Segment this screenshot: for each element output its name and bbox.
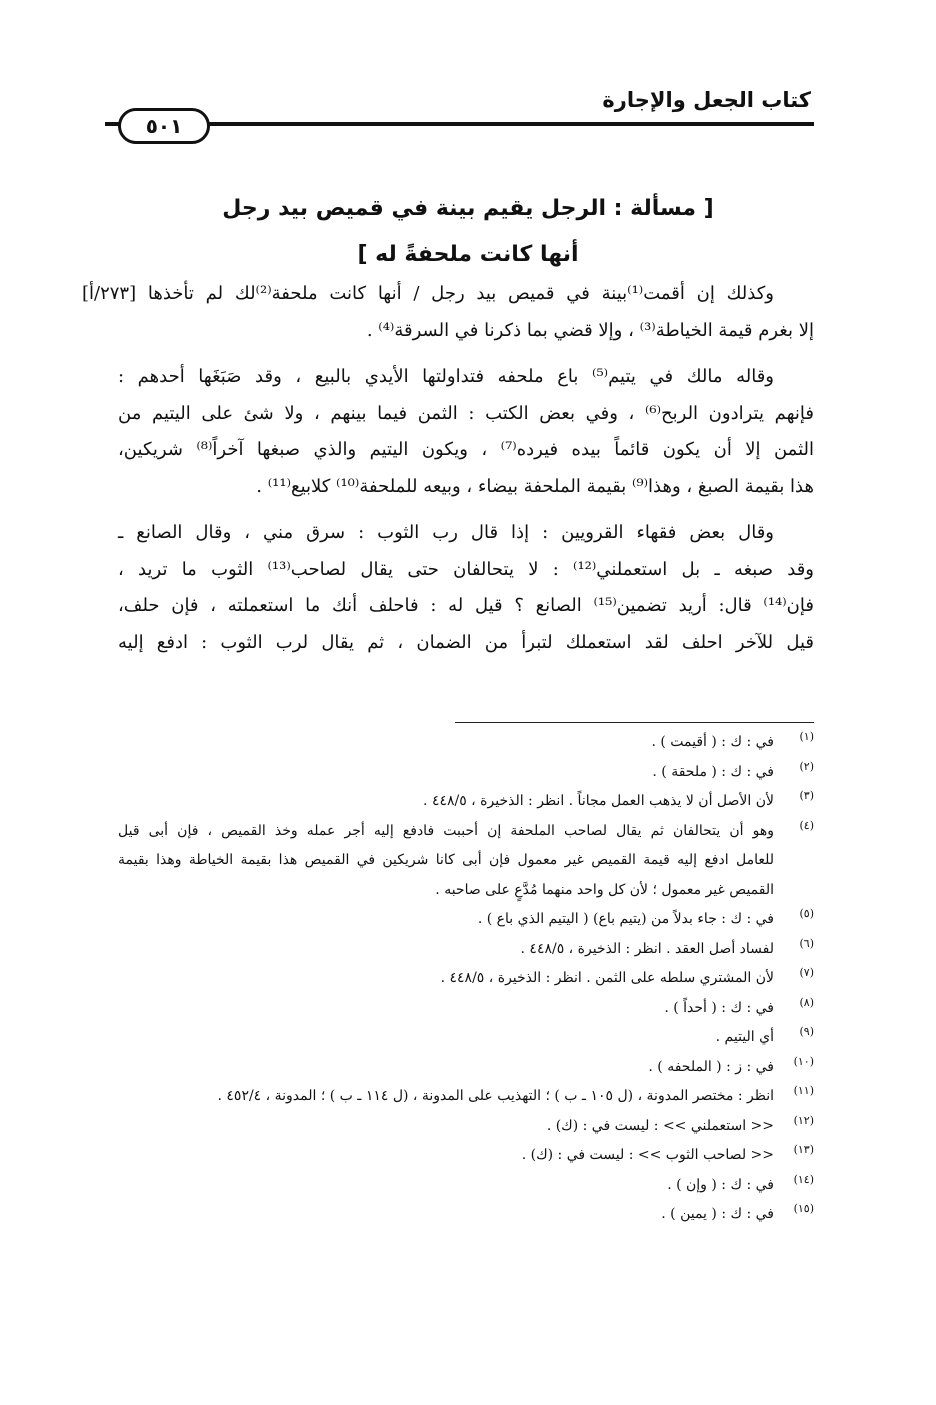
body-line: قيل للآخر احلف لقد استعملك لتبرأ من الضمان ، ثم يقال لرب الثوب : ادفع إليه: [118, 631, 814, 653]
heading-line-2: أنها كانت ملحفةً له ]: [357, 242, 579, 267]
footnote-text: أي اليتيم .: [715, 1029, 774, 1045]
footnote-text: في : ك : ( ملحقة ) .: [652, 763, 774, 780]
footnote: [118, 935, 814, 965]
footnote: [118, 1200, 814, 1230]
footnote: [118, 964, 814, 994]
footnote-text: في : ك : ( أحداً ) .: [664, 999, 774, 1016]
footnote-number: (٣): [799, 789, 814, 802]
footnote-text: انظر : مختصر المدونة ، (ل ١٠٥ ـ ب ) ؛ التهذيب على المدونة ، (ل ١١٤ ـ ب ) ؛ المدونة ، ٤٥٢/٤ .: [217, 1088, 774, 1104]
footnote-number: (٧): [799, 966, 814, 979]
footnote-text: وهو أن يتحالفان ثم يقال لصاحب الملحفة إن أحببت فادفع إليه أجر عمله وخذ القميص ، فإن أبى قيل: [118, 822, 774, 839]
footnote-text: لفساد أصل العقد . انظر : الذخيرة ، ٤٤٨/٥ .: [520, 940, 774, 957]
footnote-text: القميص غير معمول ؛ لأن كل واحد منهما مُدَّعٍ على صاحبه .: [435, 881, 774, 898]
footnote-text: << استعملني >> : ليست في : (ك) .: [546, 1117, 774, 1134]
body-line: فإنهم يترادون الربح⁽⁶⁾ ، وفي بعض الكتب : الثمن فيما بينهم ، ولا شئ على اليتيم من: [118, 402, 814, 424]
section-heading: [120, 186, 816, 278]
running-title: كتاب الجعل والإجارة: [602, 88, 811, 112]
footnote-text: لأن المشتري سلطه على الثمن . انظر : الذخيرة ، ٤٤٨/٥ .: [440, 970, 774, 986]
footnote: [118, 1082, 814, 1112]
footnote-number: (١٣): [793, 1143, 814, 1156]
footnote-number: (١٢): [793, 1113, 814, 1127]
footnote-number: (١): [799, 730, 814, 743]
footnote-text: في : ك : ( أقيمت ) .: [651, 734, 774, 750]
body-line: وقال بعض فقهاء القرويين : إذا قال رب الثوب : سرق مني ، وقال الصانع ـ: [118, 522, 774, 543]
footnote: [118, 1023, 814, 1053]
footnote: [118, 728, 814, 758]
footnote: [118, 817, 814, 906]
body-line: هذا بقيمة الصبغ ، وهذا⁽⁹⁾ بقيمة الملحفة بيضاء ، وبيعه للملحفة⁽¹⁰⁾ كلابيع⁽¹¹⁾ .: [256, 475, 814, 497]
footnote-text: في : ك : ( يمين ) .: [661, 1206, 774, 1222]
footnote-number: (١١): [793, 1084, 814, 1097]
body-line: فإن⁽¹⁴⁾ قال: أريد تضمين⁽¹⁵⁾ الصانع ؟ قيل له : فاحلف أنك ما استعملته ، فإن حلف،: [118, 595, 814, 616]
heading-line-1: [ مسألة : الرجل يقيم بينة في قميص بيد رجل: [222, 196, 714, 221]
footnote-text: لأن الأصل أن لا يذهب العمل مجاناً . انظر : الذخيرة ، ٤٤٨/٥ .: [423, 793, 774, 809]
body-line: وقاله مالك في يتيم⁽⁵⁾ باع ملحفه فتداولتها الأيدي بالبيع ، وقد صَبَغَها أحدهم :: [118, 366, 774, 387]
footnote-number: (٦): [799, 936, 814, 950]
page-number: ٥٠١: [118, 108, 210, 144]
footnote-text: في : ك : ( وإن ) .: [667, 1176, 774, 1193]
footnote: [118, 1053, 814, 1083]
footnote-text: للعامل ادفع إليه قيمة القميص غير معمول فإن أبى كانا شريكين في القميص هذا بقيمة الخياطة وهذا بقيمة: [118, 852, 774, 868]
footnote-text: << لصاحب الثوب >> : ليست في : (ك) .: [521, 1147, 774, 1163]
body-line: الثمن إلا أن يكون قائماً بيده فيرده⁽⁷⁾ ، ويكون اليتيم والذي صبغها آخراً⁽⁸⁾ شريكين،: [118, 439, 814, 460]
body-line: إلا بغرم قيمة الخياطة⁽³⁾ ، وإلا قضي بما ذكرنا في السرقة⁽⁴⁾ .: [366, 319, 814, 341]
footnote: [118, 1141, 814, 1171]
body-text: [82, 276, 814, 661]
footnote-text: في : ك : جاء بدلاً من (يتيم باع) ( اليتيم الذي باع ) .: [477, 911, 774, 927]
body-line: وقد صبغه ـ بل استعملني⁽¹²⁾ : لا يتحالفان حتى يقال لصاحب⁽¹³⁾ الثوب ما تريد ،: [118, 558, 814, 580]
footnote-number: (٢): [799, 759, 814, 773]
footnote-rule: [455, 722, 814, 723]
footnotes: [118, 728, 814, 1230]
footnote-number: (٤): [799, 818, 814, 832]
header-rule: [105, 122, 814, 126]
footnote-number: (١٠): [793, 1054, 814, 1068]
footnote: [118, 787, 814, 817]
footnote: [118, 1171, 814, 1201]
footnote: [118, 905, 814, 935]
footnote: [118, 1112, 814, 1142]
footnote: [118, 758, 814, 788]
footnote-number: (٩): [799, 1025, 814, 1038]
body-line: وكذلك إن أقمت⁽¹⁾بينة في قميص بيد رجل / أنها كانت ملحفة⁽²⁾لك لم تأخذها [٢٧٣/أ]: [82, 283, 774, 304]
footnote-number: (٥): [799, 907, 814, 920]
footnote-number: (١٥): [793, 1202, 814, 1215]
footnote: [118, 994, 814, 1024]
footnote-number: (١٤): [793, 1172, 814, 1186]
footnote-number: (٨): [799, 995, 814, 1009]
footnote-text: في : ز : ( الملحفه ) .: [648, 1058, 774, 1075]
